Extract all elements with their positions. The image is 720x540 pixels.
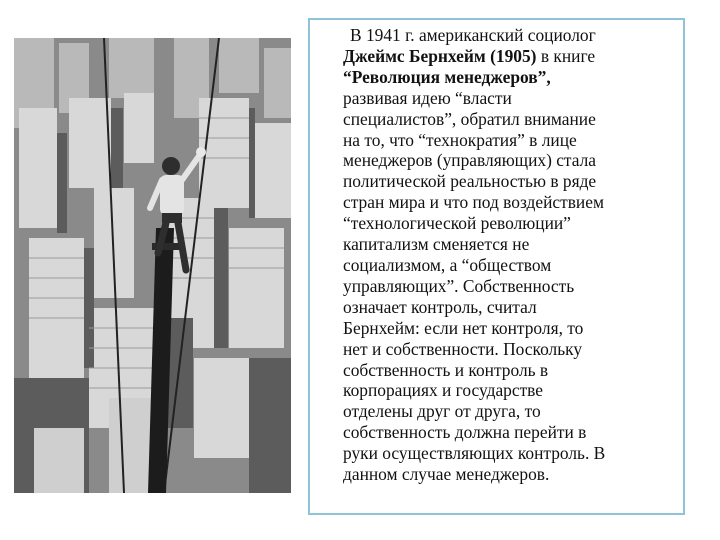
text-line: [343, 150, 596, 170]
text-segment: развивая идею “власти: [343, 87, 512, 108]
text-segment: В 1941 г. американский социолог: [350, 25, 596, 45]
text-line: [343, 25, 596, 45]
text-segment: специалистов”, обратил внимание: [343, 108, 596, 129]
text-line: [343, 401, 541, 421]
text-line: [343, 464, 549, 484]
text-segment: Бернхейм: если нет контроля, то: [343, 317, 584, 338]
text-line: [343, 88, 512, 108]
bold-text-segment: “Революция менеджеров”,: [343, 66, 551, 87]
text-segment: корпорациях и государстве: [343, 380, 544, 401]
text-segment: собственность и контроль в: [343, 359, 549, 380]
text-line: [343, 380, 543, 400]
text-line: [343, 67, 551, 87]
text-segment: социализмом, а “обществом: [343, 254, 552, 275]
body-text: [343, 25, 681, 485]
text-line: [343, 339, 582, 359]
text-line: [343, 192, 604, 212]
text-segment: данном случае менеджеров.: [343, 464, 550, 485]
text-segment: “технологической революции”: [343, 213, 571, 234]
text-segment: стран мира и что под воздействием: [343, 192, 604, 213]
text-segment: означает контроль, считал: [343, 296, 537, 317]
text-line: [343, 297, 537, 317]
text-line: [343, 130, 577, 150]
text-segment: собственность должна перейти в: [343, 422, 587, 443]
text-line: [343, 318, 583, 338]
text-segment: капитализм сменяется не: [343, 234, 530, 255]
text-line: [343, 109, 596, 129]
text-line: [343, 46, 595, 66]
text-line: [343, 276, 574, 296]
city-photo: [14, 38, 291, 493]
text-segment: менеджеров (управляющих) стала: [343, 150, 597, 171]
text-line: [343, 171, 596, 191]
bold-text-segment: Джеймс Бернхейм (1905): [343, 45, 537, 66]
text-segment: в книге: [536, 45, 596, 66]
text-panel: [308, 18, 685, 515]
text-line: [343, 234, 529, 254]
text-line: [343, 255, 551, 275]
text-line: [343, 443, 605, 463]
text-line: [343, 422, 586, 442]
city-photo-image: [14, 38, 291, 493]
text-segment: руки осуществляющих контроль. В: [343, 443, 606, 464]
text-segment: политической реальностью в ряде: [343, 171, 597, 192]
text-line: [343, 360, 548, 380]
text-segment: отделены друг от друга, то: [343, 401, 541, 422]
text-segment: на то, что “технократия” в лице: [343, 129, 577, 150]
text-segment: управляющих”. Собственность: [343, 275, 575, 296]
text-segment: нет и собственности. Поскольку: [343, 338, 583, 359]
text-line: [343, 213, 571, 233]
